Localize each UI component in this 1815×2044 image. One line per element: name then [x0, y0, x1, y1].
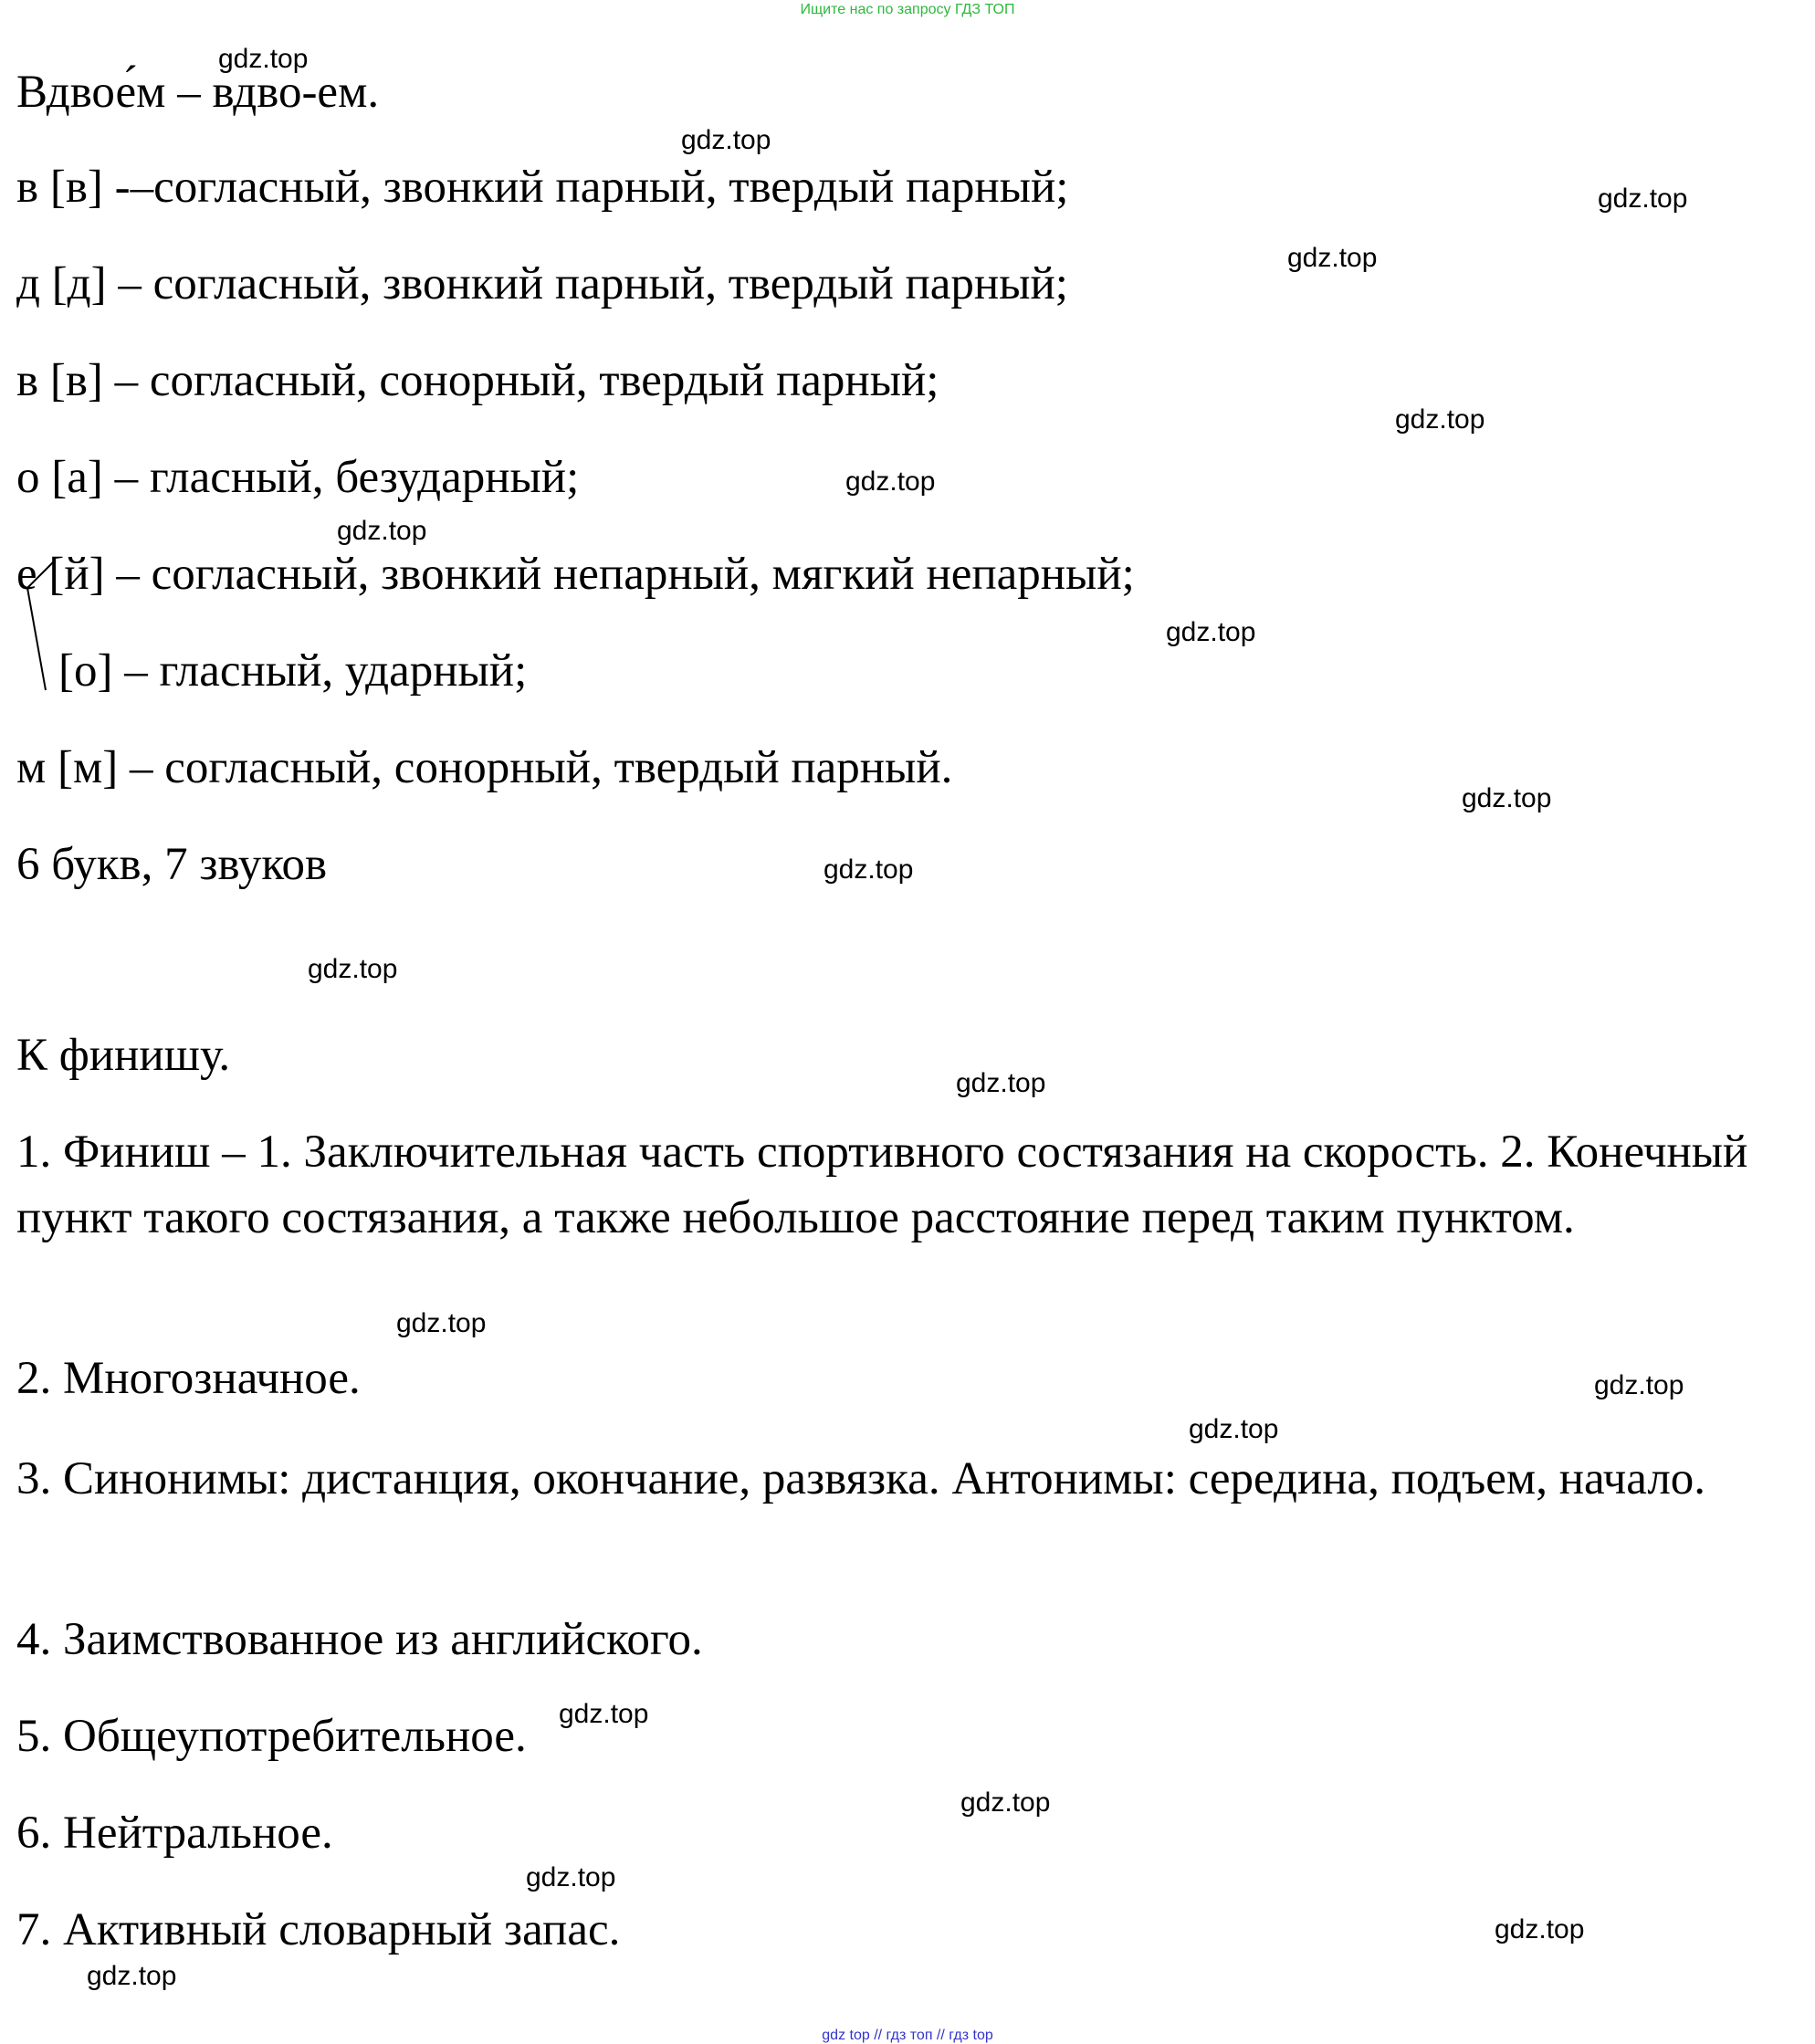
- watermark: gdz.top: [824, 854, 914, 885]
- watermark: gdz.top: [1495, 1914, 1585, 1944]
- phonetic-line-v1: в [в] -–согласный, звонкий парный, твердый парный;: [16, 162, 1069, 213]
- word-analysis-item-4: 4. Заимствованное из английского.: [16, 1614, 703, 1665]
- watermark: gdz.top: [1166, 617, 1256, 647]
- watermark: gdz.top: [845, 466, 936, 497]
- watermark: gdz.top: [1189, 1414, 1279, 1444]
- watermark: gdz.top: [956, 1068, 1046, 1098]
- watermark: gdz.top: [681, 125, 771, 155]
- watermark: gdz.top: [1462, 783, 1552, 813]
- phonetic-summary: 6 букв, 7 звуков: [16, 839, 328, 890]
- phonetic-line-o: о [а] – гласный, безударный;: [16, 452, 580, 503]
- word-analysis-item-6: 6. Нейтральное.: [16, 1808, 333, 1859]
- word-analysis-item-2: 2. Многозначное.: [16, 1353, 361, 1404]
- phonetic-line-e-j: е [й] – согласный, звонкий непарный, мягкий непарный;: [16, 549, 1135, 600]
- watermark: gdz.top: [1287, 243, 1378, 273]
- watermark: gdz.top: [337, 516, 427, 546]
- watermark: gdz.top: [396, 1308, 487, 1338]
- letter-split-bracket: [24, 559, 57, 696]
- phonetic-heading: Вдвое́м – вдво-ем.: [16, 67, 380, 118]
- phonetic-line-e-o: [о] – гласный, ударный;: [58, 645, 528, 697]
- word-analysis-heading: К финишу.: [16, 1030, 231, 1081]
- phonetic-line-d: д [д] – согласный, звонкий парный, твердый парный;: [16, 258, 1068, 309]
- word-analysis-item-5: 5. Общеупотребительное.: [16, 1711, 527, 1762]
- watermark: gdz.top: [87, 1961, 177, 1991]
- watermark: gdz.top: [526, 1862, 616, 1892]
- watermark: gdz.top: [218, 44, 309, 74]
- watermark: gdz.top: [960, 1787, 1051, 1818]
- word-analysis-item-3: 3. Синонимы: дистанция, окончание, развязка. Антонимы: середина, подъем, начало.: [16, 1453, 1706, 1504]
- watermark: gdz.top: [1598, 183, 1688, 214]
- word-analysis-item-1: 1. Финиш – 1. Заключительная часть спортивного состязания на скорость. 2. Конечный пункт такого состязания, а также небольшое расстояние перед таким пунктом.: [16, 1127, 1748, 1243]
- word-analysis-item-7: 7. Активный словарный запас.: [16, 1904, 621, 1955]
- phonetic-line-m: м [м] – согласный, сонорный, твердый парный.: [16, 742, 953, 793]
- search-hint-banner: Ищите нас по запросу ГДЗ ТОП: [800, 2, 1015, 17]
- footer-watermark: gdz top // гдз топ // гдз top: [822, 2028, 993, 2043]
- watermark: gdz.top: [308, 954, 398, 984]
- watermark: gdz.top: [559, 1699, 649, 1729]
- watermark: gdz.top: [1395, 404, 1485, 435]
- phonetic-line-v2: в [в] – согласный, сонорный, твердый парный;: [16, 355, 939, 406]
- watermark: gdz.top: [1594, 1370, 1684, 1400]
